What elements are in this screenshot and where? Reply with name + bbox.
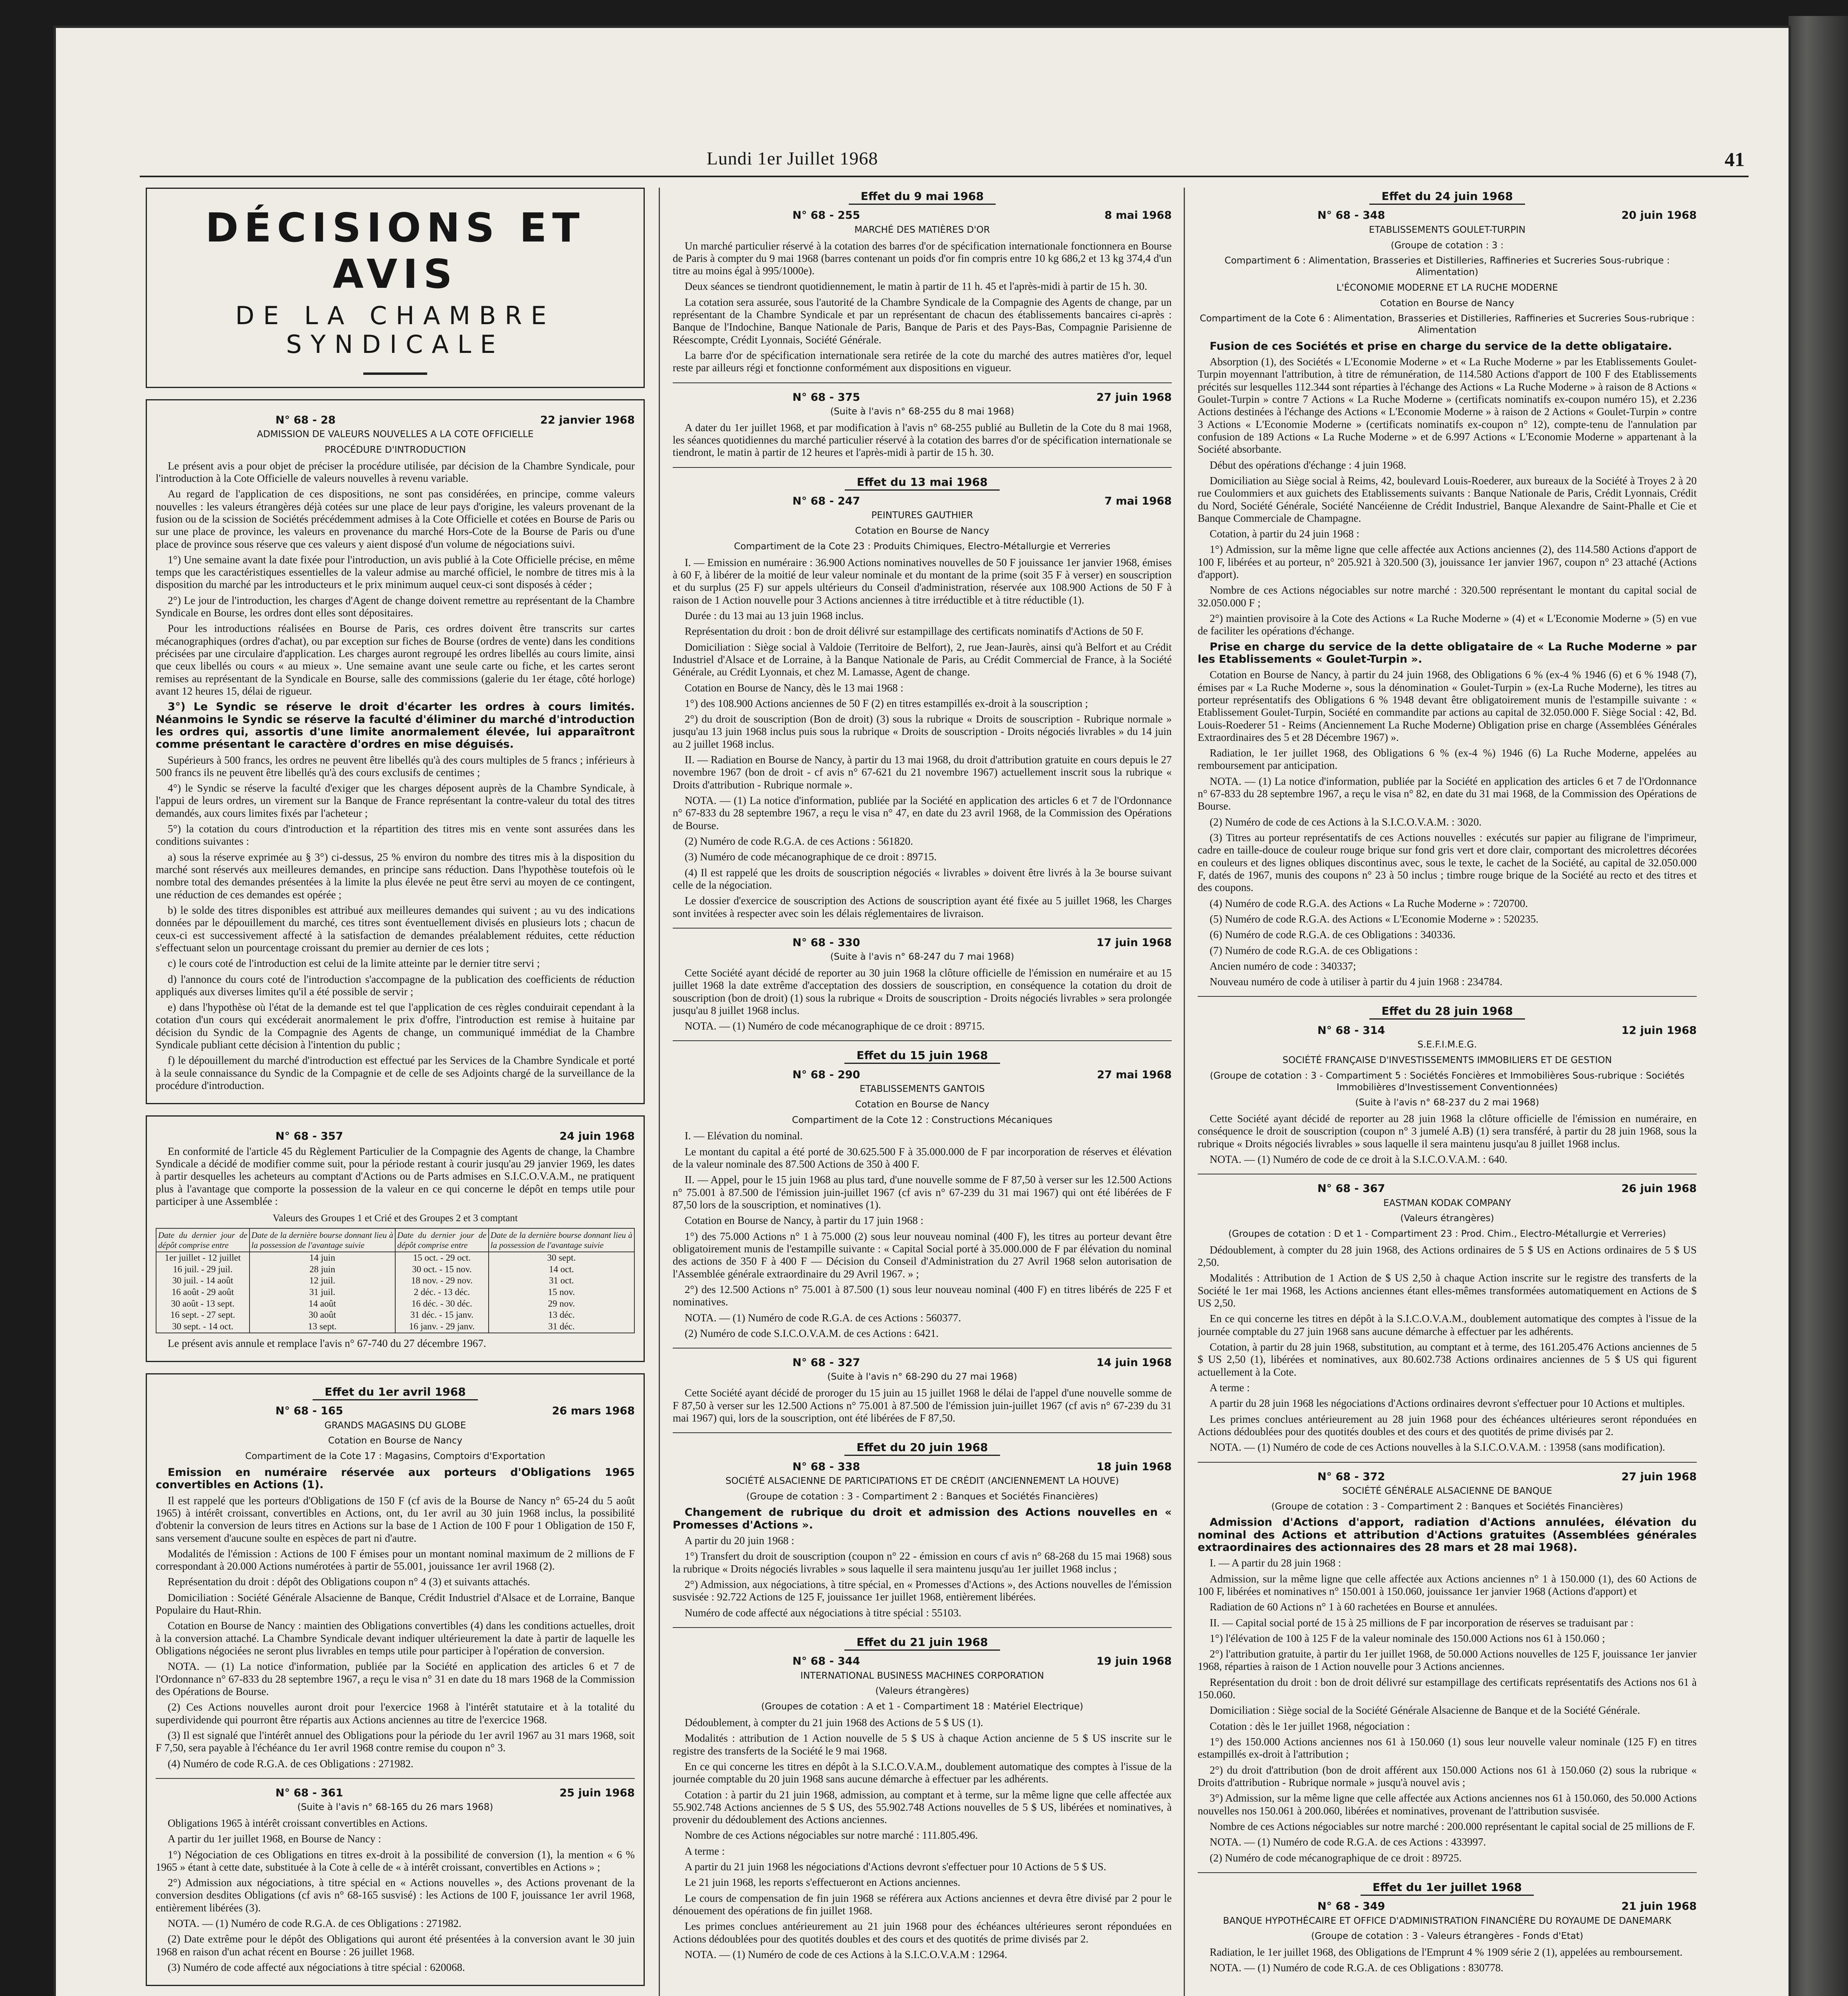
divider — [673, 382, 1172, 383]
paragraph: II. — Radiation en Bourse de Nancy, à partir du 13 mai 1968, du droit d'attribution gratuite en cours depuis le 27 novembre 1967 (bon de droit - cf avis n° 67-621 du 21 novembre 1967) actuellement inscrit sous la rubrique « Droits d'attribution - Rubrique normale ». — [673, 754, 1172, 791]
paragraph: d) l'annonce du cours coté de l'introduction s'accompagne de la publication des coefficients de réduction appliqués aux diverses limites qu'il a été possible de servir ; — [156, 973, 635, 998]
paragraph: 2°) du droit de souscription (Bon de droit) (3) sous la rubrique « Droits de souscription - Rubrique normale » jusqu'au 13 juin 1968 inclus puis sous la rubrique « Droits de souscription - Droits négociés livrables » du 14 juin au 2 juillet 1968 inclus. — [673, 713, 1172, 750]
table-cell: 1er juillet - 12 juillet — [156, 1252, 250, 1264]
paragraph: Les primes conclues antérieurement au 28 juin 1968 pour des échéances ultérieures seront réponduées en Actions dédoublées pour des quotités doubles et des cours et des quotités de prime divisés par 2. — [1198, 1413, 1697, 1438]
table-cell: 16 août - 29 août — [156, 1287, 250, 1298]
paragraph: (2) Numéro de code S.I.C.O.V.A.M. de ces Actions : 6421. — [685, 1327, 939, 1339]
paragraph: A partir du 1er juillet 1968, en Bourse de Nancy : — [168, 1833, 381, 1845]
notice-date: 25 juin 1968 — [559, 1786, 635, 1799]
table-cell: 13 sept. — [250, 1321, 395, 1333]
paragraph: II. — Appel, pour le 15 juin 1968 au plus tard, d'une nouvelle somme de F 87,50 à verser sur les 12.500 Actions n° 75.001 à 87.500 de l'émission juin-juillet 1967 (cf avis n° 67-239 du 31 mai 1967) qui ont été libérées de F 87,50 lors de la souscription, et nominatives (1). — [673, 1174, 1172, 1211]
paragraph: Fusion de ces Sociétés et prise en charge du service de la dette obligataire. — [1210, 340, 1672, 352]
paragraph: NOTA. — (1) La notice d'information, publiée par la Société en application des articles 6 et 7 de l'Ordonnance n° 67-833 du 28 septembre 1967, a reçu le visa n° 31 en date du 18 mars 1968 de la Commission des Opérations de Bourse. — [156, 1660, 635, 1697]
notice-number: N° 68 - 348 — [1317, 209, 1385, 222]
table-row — [156, 1287, 634, 1298]
paragraph: Domiciliation au Siège social à Reims, 42, boulevard Louis-Roederer, aux bureaux de la Société à Troyes 2 à 20 rue Coulommiers et aux guichets des Etablissements suivants : Banque Nationale de Paris, Crédit Lyonnais, Crédit du Nord, Société Générale, Société Nancéienne de Crédit Industriel, Banque Alexandre de Saint-Phalle et Cie et Banque Commerciale de Champagne. — [1198, 474, 1697, 524]
notice-subtitle: Cotation en Bourse de Nancy — [328, 1436, 463, 1446]
notice-number: N° 68 - 349 — [1317, 1900, 1385, 1913]
company-name: L'ÉCONOMIE MODERNE ET LA RUCHE MODERNE — [1336, 282, 1558, 293]
paragraph: Supérieurs à 500 francs, les ordres ne peuvent être libellés qu'à des cours multiples de 5 francs ; inférieurs à 500 francs ils ne peuvent être libellés qu'à des cours exclusifs de centimes ; — [156, 754, 635, 778]
paragraph: Cotation en Bourse de Nancy, à partir du 17 juin 1968 : — [685, 1214, 924, 1227]
company-name: SOCIÉTÉ ALSACIENNE DE PARTICIPATIONS ET DE CRÉDIT (ANCIENNEMENT LA HOUVE) — [725, 1475, 1119, 1486]
paragraph: I. — A partir du 28 juin 1968 : — [1210, 1557, 1341, 1569]
paragraph: Début des opérations d'échange : 4 juin 1968. — [1210, 459, 1406, 471]
paragraph: NOTA. — (1) La notice d'information, publiée par la Société en application des articles 6 et 7 de l'Ordonnance n° 67-833 du 28 septembre 1967, a reçu le visa n° 82, en date du 31 mai 1968, de la Commission des Opérations de Bourse. — [1198, 775, 1697, 812]
notice-subtitle: (Suite à l'avis n° 68-290 du 27 mai 1968) — [827, 1372, 1017, 1382]
table-row — [156, 1309, 634, 1321]
table-cell: 15 oct. - 29 oct. — [395, 1252, 489, 1264]
table-row — [156, 1252, 634, 1264]
paragraph: Domiciliation : Société Générale Alsacienne de Banque, Crédit Industriel d'Alsace et de Lorraine, Banque Populaire du Haut-Rhin. — [156, 1591, 635, 1616]
notice-number: N° 68 - 344 — [792, 1655, 860, 1668]
page-header — [56, 148, 1789, 180]
masthead-subtitle: DE LA CHAMBRE SYNDICALE — [235, 301, 555, 359]
notice-date: 12 juin 1968 — [1621, 1024, 1697, 1037]
company-name: EASTMAN KODAK COMPANY — [1383, 1198, 1511, 1208]
paragraph: Le présent avis annule et remplace l'avis n° 67-740 du 27 décembre 1967. — [168, 1337, 486, 1349]
table-cell: 15 nov. — [489, 1287, 634, 1298]
paragraph: Emission en numéraire réservée aux porteurs d'Obligations 1965 convertibles en Actions (1). — [156, 1466, 635, 1491]
paragraph: Le dossier d'exercice de souscription des Actions de souscription ayant été fixée au 5 juillet 1968, les Charges sont invitées à respecter avec soin les délais réglementaires de livraison. — [673, 895, 1172, 919]
paragraph: En ce qui concerne les titres en dépôt à la S.I.C.O.V.A.M., doublement automatique des comptes à l'issue de la journée comptable du 20 juin 1968 sans aucune démarche à effectuer par les adhérents. — [673, 1760, 1172, 1785]
notice-date: 7 mai 1968 — [1104, 495, 1172, 508]
table-cell: 30 sept. — [489, 1252, 634, 1264]
paragraph: Domiciliation : Siège social à Valdoie (Territoire de Belfort), 2, rue Jean-Jaurès, ainsi qu'à Belfort et au Crédit Industriel d'Alsace et de Lorraine, à la Banque Nationale de Paris, au Crédit Commercial de France, à la Société Générale, au Crédit Lyonnais, et chez M. Lamasse, Agent de change. — [673, 641, 1172, 678]
paragraph: 2°) Admission aux négociations, à titre spécial en « Actions nouvelles », des Actions provenant de la conversion desdites Obligations (cf avis n° 68-165 susvisé) : les Actions de 100 F, jouissance 1er avril 1968, entièrement libérées (3). — [156, 1877, 635, 1914]
paragraph: I. — Elévation du nominal. — [685, 1130, 803, 1142]
notice-number: N° 68 - 372 — [1317, 1470, 1385, 1483]
notice-date: 27 juin 1968 — [1621, 1470, 1697, 1483]
paragraph: 5°) la cotation du cours d'introduction et la répartition des titres mis en vente sont assurées dans les conditions suivantes : — [156, 823, 635, 848]
effective-date-heading: Effet du 15 juin 1968 — [844, 1049, 1000, 1064]
paragraph: A partir du 28 juin 1968 les négociations d'Actions ordinaires devront s'effectuer pour 10 Actions et multiples. — [1210, 1397, 1685, 1410]
paragraph: NOTA. — (1) Numéro de code R.G.A. de ces Obligations : 271982. — [168, 1917, 462, 1930]
paragraph: Il est rappelé que les porteurs d'Obligations de 150 F (cf avis de la Bourse de Nancy n° 65-24 du 5 août 1965) à intérêt croissant, convertibles en Actions, ont, du 1er avril au 30 juin 1968 inclus, la possibilité d'obtenir la conversion de leurs titres en Actions sur la base de 1 Action de 100 F pour 1 Obligation de 150 F, sans versement d'aucune soulte en espèces de part ni d'autre. — [156, 1494, 635, 1544]
table-cell: 30 juil. - 14 août — [156, 1275, 250, 1287]
table-cell: 14 oct. — [489, 1264, 634, 1275]
company-name: MARCHÉ DES MATIÈRES D'OR — [854, 224, 990, 235]
paragraph: 1°) Une semaine avant la date fixée pour l'introduction, un avis publié à la Cote Officielle précise, en même temps que les caractéristiques essentielles de la valeur admise au marché officiel, le nombre de titres mis à la disposition du marché par les introducteurs et le prix minimum auquel ceux-ci sont disposés à céder ; — [156, 553, 635, 591]
table-header: Date de la dernière bourse donnant lieu à la possession de l'avantage suivie — [250, 1228, 395, 1252]
table-row — [156, 1275, 634, 1287]
notice-68-357 — [146, 1115, 645, 1362]
paragraph: Modalités : attribution de 1 Action nouvelle de 5 $ US à chaque Action ancienne de 5 $ US inscrite sur le registre des transferts de la Société le 9 mai 1968. — [673, 1732, 1172, 1757]
notice-date: 26 mars 1968 — [552, 1405, 635, 1418]
notice-subtitle: Cotation en Bourse de Nancy — [1380, 298, 1515, 309]
table-cell: 30 août - 13 sept. — [156, 1298, 250, 1310]
paragraph: 3°) Admission, sur la même ligne que celle affectée aux Actions anciennes nos 61 à 150.060, des 50.000 Actions nouvelles nos 150.061 à 200.060, libérées et nominatives, provenant de l'attribution susvisée. — [1198, 1792, 1697, 1817]
masthead-title: DÉCISIONS ET AVIS — [205, 204, 585, 297]
notice-subtitle: Compartiment de la Cote 6 : Alimentation, Brasseries et Distilleries, Raffineries et Sucreries Sous-rubrique : Alimentation — [1200, 313, 1695, 336]
notice-date: 27 juin 1968 — [1096, 391, 1172, 404]
paragraph: 2°) du droit d'attribution (bon de droit afférent aux 150.000 Actions nos 61 à 150.060 (2) sous la rubrique « Droits d'attribution - Rubrique normale » jusqu'à nouvel avis ; — [1198, 1764, 1697, 1788]
divider — [1198, 1462, 1697, 1463]
notice-number: N° 68 - 290 — [792, 1068, 860, 1081]
notice-number: N° 68 - 375 — [792, 391, 860, 404]
table-cell: 18 nov. - 29 nov. — [395, 1275, 489, 1287]
paragraph: Nouveau numéro de code à utiliser à partir du 4 juin 1968 : 234784. — [1210, 976, 1503, 988]
notice-subtitle: (Groupes de cotation : D et 1 - Compartiment 23 : Prod. Chim., Electro-Métallurgie et Verreries) — [1228, 1229, 1666, 1240]
table-cell: 30 sept. - 14 oct. — [156, 1321, 250, 1333]
paragraph: Représentation du droit : bon de droit délivré sur estampillage des certificats nominatifs d'Actions de 50 F. — [685, 625, 1144, 638]
effective-date-heading: Effet du 21 juin 1968 — [844, 1636, 1000, 1651]
table-header: Date de la dernière bourse donnant lieu à la possession de l'avantage suivie — [489, 1228, 634, 1252]
paragraph: Cotation, à partir du 28 juin 1968, substitution, au comptant et à terme, des 161.205.476 Actions anciennes de 5 $ US 2,50 (1), libérées et nominatives, aux 80.602.738 Actions ordinaires anciennes de 5 $ US qui figurent actuellement à la Cote. — [1198, 1341, 1697, 1378]
notice-subtitle: Cotation en Bourse de Nancy — [855, 526, 990, 537]
paragraph: NOTA. — (1) Numéro de code R.G.A. de ces Actions : 560377. — [685, 1311, 961, 1324]
paragraph: (6) Numéro de code R.G.A. de ces Obligations : 340336. — [1210, 929, 1456, 941]
table-cell: 14 juin — [250, 1252, 395, 1264]
company-name: PEINTURES GAUTHIER — [871, 510, 973, 521]
paragraph: 2°) Admission, aux négociations, à titre spécial, en « Promesses d'Actions », des Actions nouvelles de l'émission susvisée : 92.722 Actions de 125 F, jouissance 1er juillet 1968, entièrement libérées. — [673, 1578, 1172, 1603]
divider — [1198, 1872, 1697, 1873]
notice-number: N° 68 - 330 — [792, 936, 860, 949]
paragraph: 1°) Transfert du droit de souscription (coupon n° 22 - émission en cours cf avis n° 68-268 du 15 mai 1968) sous la rubrique « Droits négociés livrables » sous laquelle il sera maintenu jusqu'au 1er juillet 1968 inclus ; — [673, 1550, 1172, 1575]
gazette-page — [56, 28, 1789, 1996]
table-row — [156, 1264, 634, 1275]
company-name: INTERNATIONAL BUSINESS MACHINES CORPORATION — [800, 1670, 1044, 1681]
divider — [673, 1627, 1172, 1628]
paragraph: f) le dépouillement du marché d'introduction est effectué par les Services de la Chambre Syndicale et porté à la seule connaissance du Syndic de la Compagnie et de celle de ses Adjoints chargé de la surveillance de la procédure d'introduction. — [156, 1054, 635, 1091]
company-name: BANQUE HYPOTHÉCAIRE ET OFFICE D'ADMINISTRATION FINANCIÈRE DU ROYAUME DE DANEMARK — [1223, 1915, 1672, 1926]
notice-date: 27 mai 1968 — [1097, 1068, 1172, 1081]
notice-subtitle: (Valeurs étrangères) — [875, 1686, 969, 1697]
paragraph: Radiation de 60 Actions n° 1 à 60 rachetées en Bourse et annulées. — [1210, 1601, 1497, 1613]
header-rule — [140, 176, 1749, 177]
paragraph: Cette Société ayant décidé de reporter au 28 juin 1968 la clôture officielle de l'émission en numéraire, en conséquence le droit de souscription (coupon n° 3 jumelé A.B) (1) sera transféré, à partir du 28 juin 1968, sous la rubrique « Droits négociés livrables » sous laquelle il sera maintenu jusqu'au 8 juillet 1968 inclus. — [1198, 1113, 1697, 1150]
effective-date-heading: Effet du 24 juin 1968 — [1369, 190, 1525, 205]
paragraph: Un marché particulier réservé à la cotation des barres d'or de spécification internationale fonctionnera en Bourse de Paris à compter du 9 mai 1968 (barres contenant un poids d'or fin compris entre 10 kg 686,2 et 13 kg 374,4 d'un titre au moins égal à 995/1000e). — [673, 240, 1172, 277]
notice-number: N° 68 - 357 — [275, 1130, 343, 1143]
table-cell: 12 juil. — [250, 1275, 395, 1287]
paragraph: Les primes conclues antérieurement au 21 juin 1968 pour des échéances ultérieures seront réponduées en Actions dédoublées pour des quotités doubles et des cours et des quotités de prime divisés par 2. — [673, 1920, 1172, 1945]
paragraph: (5) Numéro de code R.G.A. des Actions « L'Economie Moderne » : 520235. — [1210, 913, 1539, 925]
paragraph: Modalités : Attribution de 1 Action de $ US 2,50 à chaque Action inscrite sur le registre des transferts de la Société le 1er mai 1968, les Actions anciennes étant elles-mêmes transformées automatiquement en Actions de $ US 2,50. — [1198, 1272, 1697, 1309]
table-header: Date du dernier jour de dépôt comprise entre — [395, 1228, 489, 1252]
paragraph: 2°) des 12.500 Actions n° 75.001 à 87.500 (1) sous leur nouveau nominal (400 F) en titres libérés de 225 F et nominatives. — [673, 1283, 1172, 1308]
notice-subtitle: (Groupe de cotation : 3 - Compartiment 2 : Banques et Sociétés Financières) — [1271, 1501, 1623, 1512]
paragraph: A terme : — [685, 1845, 725, 1857]
table-header: Date du dernier jour de dépôt comprise entre — [156, 1228, 250, 1252]
table-cell: 31 oct. — [489, 1275, 634, 1287]
notice-number: N° 68 - 28 — [275, 414, 336, 426]
paragraph: II. — Capital social porté de 15 à 25 millions de F par incorporation de réserves se traduisant par : — [1210, 1616, 1634, 1629]
paragraph: (4) Numéro de code R.G.A. des Actions « La Ruche Moderne » : 720700. — [1210, 897, 1528, 909]
notice-date: 26 juin 1968 — [1621, 1182, 1697, 1195]
company-name: GRANDS MAGASINS DU GLOBE — [324, 1420, 466, 1431]
paragraph: 2°) Le jour de l'introduction, les charges d'Agent de change doivent remettre au représentant de la Chambre Syndicale en Bourse, les ordres dont elles sont dépositaires. — [156, 594, 635, 619]
paragraph: Représentation du droit : bon de droit délivré sur estampillage des certificats représentatifs des Actions nos 61 à 150.060. — [1198, 1676, 1697, 1701]
paragraph: 1°) l'élévation de 100 à 125 F de la valeur nominale des 150.000 Actions nos 61 à 150.060 ; — [1210, 1632, 1605, 1644]
notice-subtitle: (Suite à l'avis n° 68-247 du 7 mai 1968) — [830, 952, 1014, 962]
paragraph: a) sous la réserve exprimée au § 3°) ci-dessus, 25 % environ du nombre des titres mis à la disposition du marché sont réservés aux meilleures demandes, en principe sans réduction. Dans l'hypothèse toutefois où le nombre total des demandes présentées à la limite la plus élevée ne peut être servi au moyen de ce contingent, une réduction de ces demandes est opérée ; — [156, 851, 635, 901]
company-name: SOCIÉTÉ FRANÇAISE D'INVESTISSEMENTS IMMOBILIERS ET DE GESTION — [1282, 1055, 1612, 1065]
table-cell: 16 sept. - 27 sept. — [156, 1309, 250, 1321]
paragraph: Ancien numéro de code : 340337; — [1210, 960, 1356, 972]
divider — [1198, 996, 1697, 997]
notice-date: 18 juin 1968 — [1096, 1460, 1172, 1473]
paragraph: 4°) le Syndic se réserve la faculté d'exiger que les charges déposent auprès de la Chambre Syndicale, à l'appui de leurs ordres, un virement sur la Banque de France représentant la contre-valeur du total des titres demandés, aux cours limites fixés par l'acheteur ; — [156, 782, 635, 819]
effective-date-heading: Effet du 1er juillet 1968 — [1361, 1881, 1534, 1896]
paragraph: A partir du 21 juin 1968 les négociations d'Actions devront s'effectuer pour 10 Actions de 5 $ US. — [685, 1861, 1107, 1873]
paragraph: NOTA. — (1) La notice d'information, publiée par la Société en application des articles 6 et 7 de l'Ordonnance n° 67-833 du 28 septembre 1967, a reçu le visa n° 47, en date du 23 avril 1968, de la Commission des Opérations de Bourse. — [673, 794, 1172, 832]
paragraph: (2) Numéro de code de ces Actions à la S.I.C.O.V.A.M. : 3020. — [1210, 816, 1482, 828]
paragraph: c) le cours coté de l'introduction est celui de la limite atteinte par le dernier titre servi ; — [168, 957, 540, 970]
divider — [673, 928, 1172, 929]
paragraph: I. — Emission en numéraire : 36.900 Actions nominatives nouvelles de 50 F jouissance 1er janvier 1968, émises à 60 F, à libérer de la moitié de leur valeur nominale et du montant de la prime (soit 35 F à verser) en souscription et du surplus (25 F) sur appels ultérieurs du Conseil d'administration, réservée aux 108.900 Actions de 50 F à raison de 1 Action nouvelle pour 3 Actions anciennes à titre irréductible et à titre réductible (1). — [673, 556, 1172, 606]
paragraph: NOTA. — (1) Numéro de code mécanographique de ce droit : 89715. — [685, 1020, 985, 1032]
notice-date: 21 juin 1968 — [1621, 1900, 1697, 1913]
paragraph: Nombre de ces Actions négociables sur notre marché : 200.000 représentant le capital social de 25 millions de F. — [1210, 1820, 1695, 1832]
paragraph: (3) Numéro de code mécanographique de ce droit : 89715. — [685, 851, 937, 863]
paragraph: 3°) Le Syndic se réserve le droit d'écarter les ordres à cours limités. Néanmoins le Syndic se réserve la faculté d'éliminer du marché d'introduction les ordres qui, assortis d'une limite anormalement élevée, lui apparaîtront comme présentant le caractère d'ordres en mise déguisés. — [156, 701, 635, 751]
paragraph: Cotation, à partir du 24 juin 1968 : — [1210, 528, 1359, 540]
paragraph: Le 21 juin 1968, les reports s'effectueront en Actions anciennes. — [685, 1876, 961, 1889]
paragraph: Durée : du 13 mai au 13 juin 1968 inclus. — [685, 609, 864, 622]
notice-number: N° 68 - 255 — [792, 209, 860, 222]
table-cell: 13 déc. — [489, 1309, 634, 1321]
paragraph: 1°) des 108.900 Actions anciennes de 50 F (2) en titres estampillés ex-droit à la souscription ; — [685, 697, 1088, 709]
notice-subtitle: PROCÉDURE D'INTRODUCTION — [325, 444, 466, 455]
paragraph: Pour les introductions réalisées en Bourse de Paris, ces ordres doivent être transcrits sur cartes mécanographiques (ordres d'achat), ou par exception sur fiches de Bourse (ordres de vente) dans les conditions précisées par une circulaire d'application. Les charges auront regroupé les ordres libellés au cours limite, ainsi que ceux libellés ou cours « au mieux ». Une semaine avant une seule carte ou fiche, et les cartes seront remises au représentant de la Syndicale en Bourse, salle des commissions (galerie du 1er étage, côté horloge) avant 12 heures 15, délai de rigueur. — [156, 622, 635, 697]
paragraph: A terme : — [1210, 1381, 1250, 1394]
table-cell: 31 déc. - 15 janv. — [395, 1309, 489, 1321]
paragraph: Modalités de l'émission : Actions de 100 F émises pour un montant nominal maximum de 2 millions de F correspondant à 20.000 Actions numérotées à partir de 55.001, jouissance 1er avril 1968 (2). — [156, 1547, 635, 1572]
paragraph: Au regard de l'application de ces dispositions, ne sont pas considérées, en principe, comme valeurs nouvelles : les valeurs étrangères déjà cotées sur une place de leur pays d'origine, les valeurs provenant de la fusion ou de la scission de Sociétés précédemment admises à la Cote Officielle et cotées en Bourse de Paris ou sur une place de province, les valeurs en provenance du marché Hors-Cote de la Bourse de Paris ou d'une place de province sous réserve que ces valeurs y aient disposé d'un volume de négociations suivi. — [156, 488, 635, 550]
notice-number: N° 68 - 327 — [792, 1356, 860, 1369]
notice-subtitle: (Groupe de cotation : 3 - Compartiment 2 : Banques et Sociétés Financières) — [746, 1491, 1098, 1502]
paragraph: Cotation en Bourse de Nancy, dès le 13 mai 1968 : — [685, 681, 903, 694]
notice-date: 24 juin 1968 — [559, 1130, 635, 1143]
paragraph: Le présent avis a pour objet de préciser la procédure utilisée, par décision de la Chambre Syndicale, pour l'introduction à la Cote Officielle de valeurs nouvelles à revenu variable. — [156, 459, 635, 484]
notice-subtitle: ADMISSION DE VALEURS NOUVELLES A LA COTE OFFICIELLE — [257, 429, 534, 440]
paragraph: e) dans l'hypothèse où l'état de la demande est tel que l'application de ces règles conduirait cependant à la cotation d'un cours qui excéderait anormalement le prix d'offre, l'introduction est remise à huitaine par décision du Syndic de la Compagnie des Agents de change, un communiqué immédiat de la Chambre Syndicale publiant cette décision à l'intention du public ; — [156, 1001, 635, 1051]
paragraph: (2) Ces Actions nouvelles auront droit pour l'exercice 1968 à l'intérêt statutaire et à la totalité du superdividende qui pourront être répartis aux Actions anciennes au titre de l'exercice 1968. — [156, 1701, 635, 1726]
divider — [673, 1040, 1172, 1041]
paragraph: La barre d'or de spécification internationale sera retirée de la cote du marché des autres matières d'or, lequel reste par ailleurs régi et fonctionne conformément aux dispositions en vigueur. — [673, 349, 1172, 374]
company-name: ETABLISSEMENTS GOULET-TURPIN — [1369, 224, 1526, 235]
table-cell: 2 déc. - 13 déc. — [395, 1287, 489, 1298]
paragraph: Absorption (1), des Sociétés « L'Economie Moderne » et « La Ruche Moderne » par les Etablissements Goulet-Turpin moyennant l'attribution, à titre de rémunération, de 114.580 Actions d'apport de 100 F des Etablissements précités sur lesquelles 112.344 sont réparties à l'échange des Actions « La Ruche Moderne » à raison de 8 Actions « Goulet-Turpin » contre 7 Actions « La Ruche Moderne » (certificats nominatifs ex-coupon numéro 15), et 2.236 Actions destinées à l'échange des Actions « L'Economie Moderne » à raison de 2 Actions « Goulet-Turpin » contre 3 Actions « L'Economie Moderne » (certificats nominatifs ex-coupon n° 12), compte-tenu de l'annulation par confusion de 189 Actions « La Ruche Moderne » et de 6.997 Actions « L'Economie Moderne » appartenant à la Société absorbante. — [1198, 356, 1697, 455]
notice-subtitle: (Groupes de cotation : A et 1 - Compartiment 18 : Matériel Electrique) — [761, 1701, 1083, 1712]
paragraph: La cotation sera assurée, sous l'autorité de la Chambre Syndicale de la Compagnie des Agents de change, par un représentant de la Chambre Syndicale et par un représentant de chacun des établissements bancaires ci-après : Banque de l'Indochine, Banque Nationale de Paris, Banque de Paris et des Pays-Bas, Compagnie Parisienne de Réescompte, Crédit Lyonnais, Société Générale. — [673, 296, 1172, 346]
notice-number: N° 68 - 367 — [1317, 1182, 1385, 1195]
paragraph: A dater du 1er juillet 1968, et par modification à l'avis n° 68-255 publié au Bulletin de la Cote du 8 mai 1968, les séances quotidiennes du marché particulier réservé à la cotation des barres d'or de spécification internationale se tiendront, le matin à partir de 12 heures et l'après-midi à partir de 15 h. 30. — [673, 421, 1172, 459]
notice-date: 22 janvier 1968 — [540, 414, 635, 426]
notice-subtitle: (Groupe de cotation : 3 - Compartiment 5 : Sociétés Foncières et Immobilières Sous-rubrique : Sociétés Immobilières d'Investissement Conventionnées) — [1210, 1070, 1685, 1093]
paragraph: Cotation en Bourse de Nancy : maintien des Obligations convertibles (4) dans les conditions actuelles, droit à la conversion attaché. La Chambre Syndicale devant indiquer ultérieurement la date à partir de laquelle les Obligations négociées ne seront plus livrables en temps utile pour participer à l'opération de conversion. — [156, 1620, 635, 1657]
notice-subtitle: (Valeurs étrangères) — [1400, 1213, 1494, 1224]
notice-subtitle: Compartiment de la Cote 12 : Constructions Mécaniques — [792, 1115, 1053, 1125]
paragraph: Prise en charge du service de la dette obligataire de « La Ruche Moderne » par les Etablissements « Goulet-Turpin ». — [1198, 640, 1697, 665]
notice-date: 17 juin 1968 — [1096, 936, 1172, 949]
paragraph: Radiation, le 1er juillet 1968, des Obligations de l'Emprunt 4 % 1909 série 2 (1), appelées au remboursement. — [1210, 1946, 1683, 1958]
table-row — [156, 1298, 634, 1310]
notice-subtitle: (Suite à l'avis n° 68-165 du 26 mars 1968) — [297, 1802, 493, 1813]
column-rule — [659, 188, 660, 1996]
paragraph: (4) Il est rappelé que les droits de souscription négociés « livrables » doivent être livrés à la 3e bourse suivant celle de la négociation. — [673, 866, 1172, 891]
table-cell: 29 nov. — [489, 1298, 634, 1310]
company-name: SOCIÉTÉ GÉNÉRALE ALSACIENNE DE BANQUE — [1342, 1485, 1552, 1496]
table-cell: 16 déc. - 30 déc. — [395, 1298, 489, 1310]
notice-number: N° 68 - 165 — [275, 1405, 343, 1418]
paragraph: 1°) Négociation de ces Obligations en titres ex-droit à la possibilité de conversion (1), la mention « 6 % 1965 » étant à cette date, substituée à la Cote à celle de « à intérêt croissant, convertibles en Actions » ; — [156, 1848, 635, 1873]
company-name: S.E.F.I.M.E.G. — [1417, 1040, 1477, 1050]
paragraph: Représentation du droit : dépôt des Obligations coupon n° 4 (3) et suivants attachés. — [168, 1576, 530, 1588]
paragraph: 1°) Admission, sur la même ligne que celle affectée aux Actions anciennes (2), des 114.580 Actions d'apport de 100 F, libérées et au porteur, n° 205.921 à 320.500 (3), jouissance 1er janvier 1967, coupon n° 23 attaché (Actions d'apport). — [1198, 543, 1697, 581]
paragraph: Admission d'Actions d'apport, radiation d'Actions annulées, élévation du nominal des Actions et attribution d'Actions gratuites (Assemblées générales extraordinaires des actionnaires des 28 mars et 28 mai 1968). — [1198, 1516, 1697, 1554]
paragraph: A partir du 20 juin 1968 : — [685, 1535, 794, 1547]
paragraph: Dédoublement, à compter du 21 juin 1968 des Actions de 5 $ US (1). — [685, 1716, 983, 1729]
notice-date: 14 juin 1968 — [1096, 1356, 1172, 1369]
divider — [156, 1778, 635, 1779]
paragraph: Radiation, le 1er juillet 1968, des Obligations 6 % (ex-4 %) 1946 (6) La Ruche Moderne, appelées au remboursement par anticipation. — [1198, 747, 1697, 772]
table-cell: 28 juin — [250, 1264, 395, 1275]
paragraph: Le montant du capital a été porté de 30.625.500 F à 35.000.000 de F par incorporation de réserves et élévation de la valeur nominale des 87.500 Actions de 350 à 400 F. — [673, 1145, 1172, 1170]
paragraph: Cette Société ayant décidé de reporter au 30 juin 1968 la clôture officielle de l'émission en numéraire et au 15 juillet 1968 la date extrême d'acceptation des dossiers de souscription, en conséquence la cotation du droit de souscription (bon de droit) (1) sous la rubrique « Droits de souscription - Droits négociés livrables » sera prolongée jusqu'au 8 juillet 1968 inclus. — [673, 966, 1172, 1016]
table-cell: 16 juil. - 29 juil. — [156, 1264, 250, 1275]
book-spine — [1789, 16, 1848, 1996]
masthead — [146, 188, 645, 388]
paragraph: Deux séances se tiendront quotidiennement, le matin à partir de 11 h. 45 et l'après-midi à partir de 15 h. 30. — [685, 280, 1147, 293]
paragraph: Cotation : dès le 1er juillet 1968, négociation : — [1210, 1720, 1410, 1732]
effective-date-heading: Effet du 1er avril 1968 — [313, 1385, 478, 1400]
notice-subtitle: (Groupe de cotation : 3 : — [1390, 240, 1504, 251]
paragraph: NOTA. — (1) Numéro de code de ce droit à la S.I.C.O.V.A.M. : 640. — [1210, 1153, 1507, 1165]
notice-68-165 — [146, 1373, 645, 1986]
notice-subtitle: Compartiment 6 : Alimentation, Brasseries et Distilleries, Raffineries et Sucreries Sous-rubrique : Alimentation) — [1224, 255, 1670, 278]
paragraph: Nombre de ces Actions négociables sur notre marché : 320.500 représentant le montant du capital social de 32.050.000 F ; — [1198, 584, 1697, 609]
paragraph: (3) Titres au porteur représentatifs de ces Actions nouvelles : exécutés sur papier au filigrane de l'imprimeur, cadre en taille-douce de couleur rouge brique sur fond gris vert et dore clair, comportant des microlettres décorées en couleurs et des lignes obliques discontinus avec, sous le texte, le cachet de la Société, au capital de 32.050.000 F, datés de 1967, munis des coupons n° 23 à 50 inclus ; timbre rouge brique de la Société au recto et des titres et des coupons. — [1198, 832, 1697, 894]
notice-date: 8 mai 1968 — [1104, 209, 1172, 222]
notice-subtitle: (Groupe de cotation : 3 - Valeurs étrangères - Fonds d'Etat) — [1311, 1931, 1583, 1942]
paragraph: En conformité de l'article 45 du Règlement Particulier de la Compagnie des Agents de change, la Chambre Syndicale a décidé de modifier comme suit, pour la période restant à courir jusqu'au 29 janvier 1969, les dates à partir desquelles les acheteurs au comptant d'Actions ou de Parts admises en S.I.C.O.V.A.M., ne pratiquent plus à l'avantage que comporte la possession de la valeur en ce qui concerne le dépôt en temps utile pour participer à une Assemblée : — [156, 1145, 635, 1207]
notice-subtitle: (Suite à l'avis n° 68-255 du 8 mai 1968) — [830, 406, 1014, 417]
effective-date-heading: Effet du 20 juin 1968 — [844, 1441, 1000, 1456]
paragraph: Obligations 1965 à intérêt croissant convertibles en Actions. — [168, 1817, 428, 1829]
paragraph: Numéro de code affecté aux négociations à titre spécial : 55103. — [685, 1606, 961, 1619]
paragraph: Admission, sur la même ligne que celle affectée aux Actions anciennes n° 1 à 150.000 (1), des 60 Actions de 100 F, libérées et nominatives n° 150.001 à 150.060, jouissance 1er janvier 1968 (Actions d'apport) et — [1198, 1572, 1697, 1597]
notice-date: 20 juin 1968 — [1621, 209, 1697, 222]
paragraph: (3) Numéro de code affecté aux négociations à titre spécial : 620068. — [168, 1961, 465, 1974]
masthead-bar — [363, 372, 427, 375]
paragraph: (3) Il est signalé que l'intérêt annuel des Obligations pour la période du 1er avril 1967 au 31 mars 1968, soit F 7,50, sera payable à l'échéance du 1er avril 1968 contre remise du coupon n° 3. — [156, 1729, 635, 1754]
paragraph: 2°) l'attribution gratuite, à partir du 1er juillet 1968, de 50.000 Actions nouvelles de 125 F, jouissance 1er janvier 1968, réparties à raison de 1 Action nouvelle pour 3 Actions anciennes. — [1198, 1648, 1697, 1673]
paragraph: Le cours de compensation de fin juin 1968 se référera aux Actions anciennes et devra être divisé par 2 pour le dénouement des opérations de fin juillet 1968. — [673, 1892, 1172, 1917]
paragraph: En ce qui concerne les titres en dépôt à la S.I.C.O.V.A.M., doublement automatique des comptes à l'issue de la journée comptable du 27 juin 1968 sans aucune démarche à effectuer par les adhérents. — [1198, 1313, 1697, 1337]
table-cell: 31 déc. — [489, 1321, 634, 1333]
divider — [673, 1432, 1172, 1433]
company-name: ETABLISSEMENTS GANTOIS — [860, 1084, 985, 1095]
paragraph: NOTA. — (1) Numéro de code de ces Actions nouvelles à la S.I.C.O.V.A.M. : 13958 (sans modification). — [1210, 1441, 1665, 1453]
paragraph: Dédoublement, à compter du 28 juin 1968, des Actions ordinaires de 5 $ US en Actions ordinaires de 5 $ US 2,50. — [1198, 1244, 1697, 1269]
paragraph: Domiciliation : Siège social de la Société Générale Alsacienne de Banque et de la Société Générale. — [1210, 1704, 1640, 1717]
paragraph: 1°) des 150.000 Actions anciennes nos 61 à 150.060 (1) sous leur nouvelle valeur nominale (125 F) en titres estampillés ex-droit à l'attribution ; — [1198, 1736, 1697, 1760]
effective-date-heading: Effet du 13 mai 1968 — [845, 475, 1000, 491]
deposit-dates-table — [156, 1228, 635, 1333]
column-1 — [146, 188, 645, 1996]
notice-subtitle: Compartiment de la Cote 17 : Magasins, Comptoirs d'Exportation — [245, 1451, 545, 1462]
notice-date: 19 juin 1968 — [1096, 1655, 1172, 1668]
effective-date-heading: Effet du 28 juin 1968 — [1369, 1004, 1525, 1020]
notice-subtitle: Compartiment de la Cote 23 : Produits Chimiques, Electro-Métallurgie et Verreries — [734, 541, 1111, 552]
notice-number: N° 68 - 314 — [1317, 1024, 1385, 1037]
issue-date: Lundi 1er Juillet 1968 — [707, 148, 878, 168]
page-number: 41 — [1725, 148, 1745, 170]
table-cell: 31 juil. — [250, 1287, 395, 1298]
paragraph: 2°) maintien provisoire à la Cote des Actions « La Ruche Moderne » (4) et « L'Economie Moderne » (5) en vue de faciliter les opérations d'échange. — [1198, 612, 1697, 637]
effective-date-heading: Effet du 9 mai 1968 — [849, 190, 996, 205]
paragraph: 1°) des 75.000 Actions n° 1 à 75.000 (2) sous leur nouveau nominal (400 F), les titres au porteur devant être obligatoirement munis de l'estampille suivante : « Capital Social porté à 35.000.000 de F par élévation du nominal des actions de 350 F à 400 F — Décision du Conseil d'Administration du 27 Avril 1968 selon autorisation de l'Assemblée générale extraordinaire du 29 Avril 1967. » ; — [673, 1230, 1172, 1280]
notice-number: N° 68 - 247 — [792, 495, 860, 508]
notice-subtitle: Cotation en Bourse de Nancy — [855, 1099, 990, 1110]
table-cell: 30 août — [250, 1309, 395, 1321]
paragraph: Nombre de ces Actions négociables sur notre marché : 111.805.496. — [685, 1829, 978, 1842]
table-cell: 14 août — [250, 1298, 395, 1310]
paragraph: b) le solde des titres disponibles est attribué aux meilleures demandes qui suivent ; au vu des indications données par le dépouillement du marché, ces titres sont éventuellement divisés en plusieurs lots ; chacun de ceux-ci est successivement affecté à la satisfaction de demandes préalablement réduites, cette réduction s'effectuant selon un pourcentage croissant du premier au dernier de ces lots ; — [156, 904, 635, 954]
paragraph: NOTA. — (1) Numéro de code R.G.A. de ces Actions : 433997. — [1210, 1836, 1486, 1848]
paragraph: NOTA. — (1) Numéro de code R.G.A. de ces Obligations : 830778. — [1210, 1962, 1503, 1974]
table-caption: Valeurs des Groupes 1 et Crié et des Groupes 2 et 3 comptant — [273, 1213, 518, 1224]
divider — [673, 467, 1172, 468]
paragraph: Cette Société ayant décidé de proroger du 15 juin au 15 juillet 1968 le délai de l'appel d'une nouvelle somme de F 87,50 à verser sur les 12.500 Actions n° 75.001 à 87.500 de l'émission juin-juillet 1967 (cf avis n° 67-239 du 31 mai 1967) qui, lors de la souscription, ont été libérées de F 87,50. — [673, 1387, 1172, 1424]
table-cell: 30 oct. - 15 nov. — [395, 1264, 489, 1275]
paragraph: (4) Numéro de code R.G.A. de ces Obligations : 271982. — [168, 1757, 414, 1770]
paragraph: (2) Numéro de code R.G.A. de ces Actions : 561820. — [685, 835, 913, 847]
paragraph: (2) Numéro de code mécanographique de ce droit : 89725. — [1210, 1851, 1462, 1864]
paragraph: NOTA. — (1) Numéro de code de ces Actions à la S.I.C.O.V.A.M : 12964. — [685, 1948, 1007, 1960]
notice-number: N° 68 - 338 — [792, 1460, 860, 1473]
notice-68-28 — [146, 399, 645, 1105]
notice-number: N° 68 - 361 — [275, 1786, 343, 1799]
paragraph: Changement de rubrique du droit et admission des Actions nouvelles en « Promesses d'Actions ». — [673, 1506, 1172, 1531]
paragraph: Cotation : à partir du 21 juin 1968, admission, au comptant et à terme, sur la même ligne que celle affectée aux 55.902.748 Actions anciennes de 5 $ US, des 55.902.748 Actions nouvelles de 5 $ US, libérées et nominatives, à provenir du dédoublement des Actions anciennes. — [673, 1788, 1172, 1826]
column-rule — [1184, 188, 1185, 1996]
paragraph: (2) Date extrême pour le dépôt des Obligations qui auront été présentées à la conversion avant le 30 juin 1968 en raison d'un achat récent en Bourse : 26 juillet 1968. — [156, 1933, 635, 1958]
paragraph: (7) Numéro de code R.G.A. de ces Obligations : — [1210, 944, 1418, 956]
table-row — [156, 1321, 634, 1333]
column-2 — [673, 188, 1172, 1996]
column-3 — [1198, 188, 1697, 1996]
table-cell: 16 janv. - 29 janv. — [395, 1321, 489, 1333]
paragraph: Cotation en Bourse de Nancy, à partir du 24 juin 1968, des Obligations 6 % (ex-4 % 1946 (6) et 6 % 1948 (7), émises par « La Ruche Moderne », sous la dénomination « Goulet-Turpin » (ex-La Ruche Moderne), les titres au porteur représentatifs des Obligations 6 % 1948 devant être obligatoirement munis de l'estampille suivante : « Etablissement Goulet-Turpin, Société en commandite par actions au capital de 32.050.000 F. Siège Social : 42, Bd. Louis-Roederer 51 - Reims (Anciennement La Ruche Moderne) Obligation prise en charge (Assemblées Générales Extraordinaires des 5 et 28 Décembre 1967) ». — [1198, 669, 1697, 743]
notice-subtitle: (Suite à l'avis n° 68-237 du 2 mai 1968) — [1355, 1097, 1539, 1108]
